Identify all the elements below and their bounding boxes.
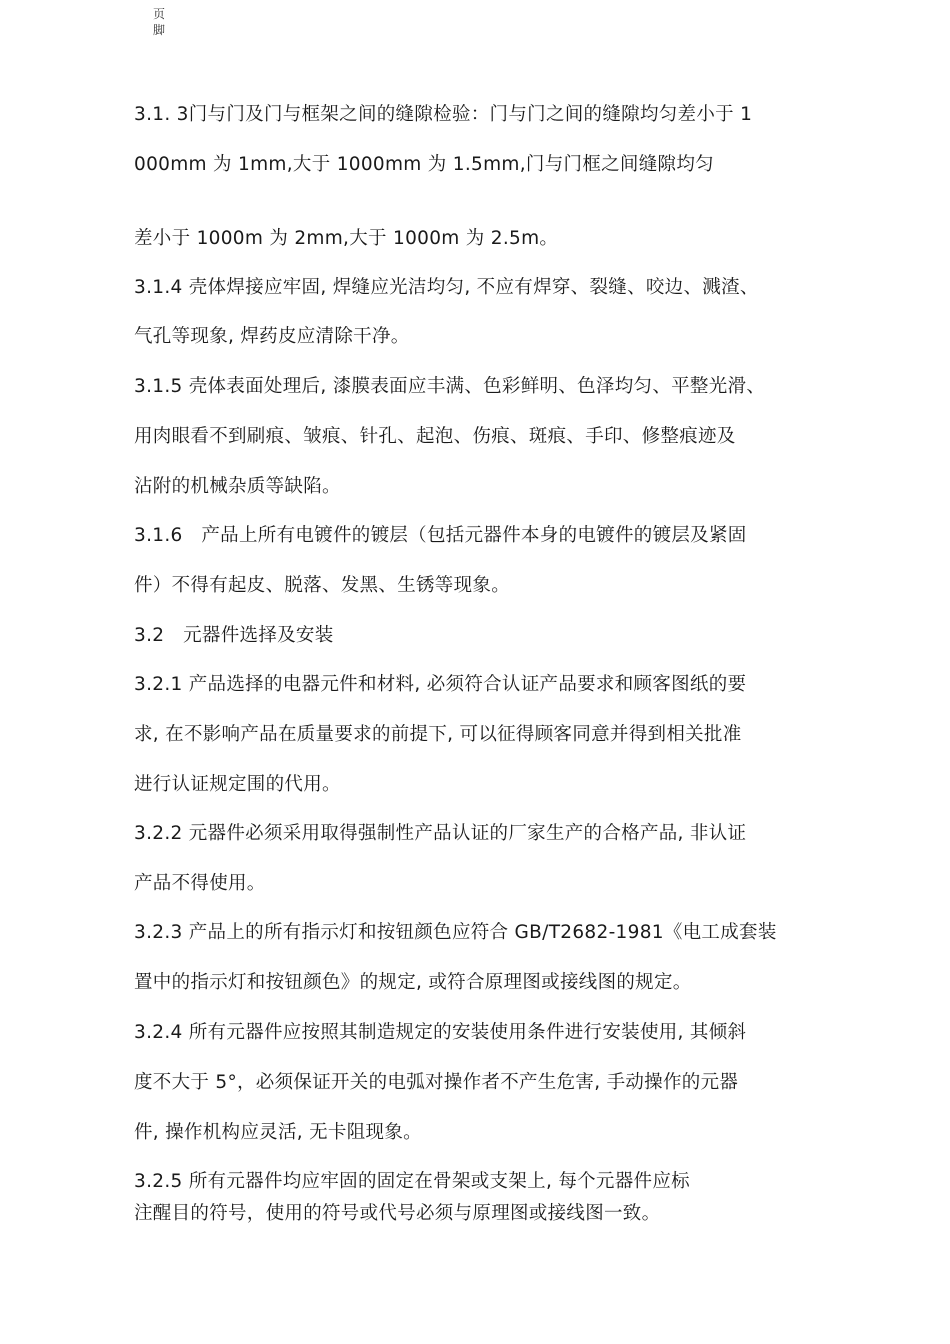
- text-line-20: 度不大于 5°，必须保证开关的电弧对操作者不产生危害, 手动操作的元器: [134, 1072, 739, 1093]
- text-line-10: 件）不得有起皮、脱落、发黑、生锈等现象。: [134, 575, 511, 596]
- text-line-7: 用肉眼看不到刷痕、皱痕、针孔、起泡、伤痕、斑痕、手印、修整痕迹及: [134, 426, 736, 447]
- text-line-15: 3.2.2 元器件必须采用取得强制性产品认证的厂家生产的合格产品, 非认证: [134, 823, 747, 844]
- text-line-23: 注醒目的符号，使用的符号或代号必须与原理图或接线图一致。: [134, 1203, 661, 1224]
- text-line-19: 3.2.4 所有元器件应按照其制造规定的安装使用条件进行安装使用, 其倾斜: [134, 1022, 747, 1043]
- text-line-14: 进行认证规定围的代用。: [134, 774, 341, 795]
- text-line-17: 3.2.3 产品上的所有指示灯和按钮颜色应符合 GB/T2682-1981《电工成套装: [134, 922, 777, 943]
- text-line-12: 3.2.1 产品选择的电器元件和材料, 必须符合认证产品要求和顾客图纸的要: [134, 674, 747, 695]
- text-line-5: 气孔等现象, 焊药皮应清除干净。: [134, 326, 410, 347]
- text-line-22: 3.2.5 所有元器件均应牢固的固定在骨架或支架上, 每个元器件应标: [134, 1171, 690, 1192]
- text-line-13: 求, 在不影响产品在质量要求的前提下, 可以征得顾客同意并得到相关批准: [134, 724, 742, 745]
- text-line-21: 件, 操作机构应灵活, 无卡阻现象。: [134, 1122, 422, 1143]
- text-line-18: 置中的指示灯和按钮颜色》的规定, 或符合原理图或接线图的规定。: [134, 972, 692, 993]
- page-footer-label: [153, 6, 169, 38]
- text-line-6: 3.1.5 壳体表面处理后, 漆膜表面应丰满、色彩鲜明、色泽均匀、平整光滑、: [134, 376, 766, 397]
- text-line-2: 000mm 为 1mm,大于 1000mm 为 1.5mm,门与门框之间缝隙均匀: [134, 154, 714, 175]
- footer-char-2: 脚: [153, 23, 166, 37]
- text-line-3: 差小于 1000m 为 2mm,大于 1000m 为 2.5m。: [134, 228, 559, 249]
- text-line-9: 3.1.6 产品上所有电镀件的镀层（包括元器件本身的电镀件的镀层及紧固: [134, 525, 747, 546]
- text-line-1: 3.1. 3门与门及门与框架之间的缝隙检验：门与门之间的缝隙均匀差小于 1: [134, 104, 753, 125]
- text-line-11: 3.2 元器件选择及安装: [134, 625, 334, 646]
- text-line-4: 3.1.4 壳体焊接应牢固, 焊缝应光洁均匀, 不应有焊穿、裂缝、咬边、溅渣、: [134, 277, 759, 298]
- text-line-8: 沾附的机械杂质等缺陷。: [134, 476, 341, 497]
- footer-char-1: 页: [153, 7, 166, 21]
- text-line-16: 产品不得使用。: [134, 873, 266, 894]
